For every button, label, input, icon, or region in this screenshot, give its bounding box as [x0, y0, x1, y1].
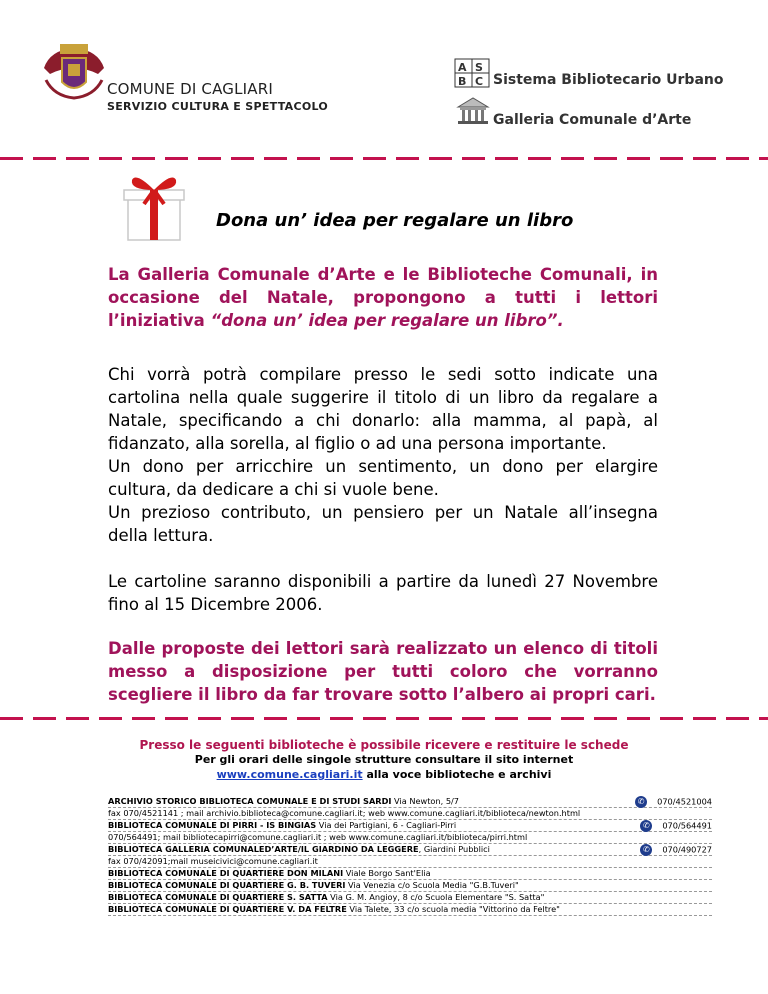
- library-name: BIBLIOTECA COMUNALE DI PIRRI - IS BINGIAS: [108, 820, 317, 830]
- phone-number: 070/564491: [662, 820, 712, 831]
- library-name: ARCHIVIO STORICO BIBLIOTECA COMUNALE E DI STUDI SARDI: [108, 796, 392, 806]
- dashed-divider-bottom: [0, 717, 768, 720]
- library-address: Via G. M. Angioy, 8 c/o Scuola Elementare "S. Satta": [327, 892, 545, 902]
- library-address: Via Talete, 33 c/o scuola media "Vittorino da Feltre": [346, 904, 560, 914]
- svg-text:B: B: [458, 75, 467, 88]
- library-address: Viale Borgo Sant'Elia: [343, 868, 431, 878]
- dates-paragraph: Le cartoline saranno disponibili a partire da lunedì 27 Novembre fino al 15 Dicembre 2006.: [108, 572, 658, 614]
- library-name: BIBLIOTECA COMUNALE DI QUARTIERE S. SATTA: [108, 892, 328, 902]
- dashed-divider-top: [0, 157, 768, 160]
- library-entry: [108, 892, 712, 904]
- library-name: BIBLIOTECA GALLERIA COMUNALED’ARTE/IL GIARDINO DA LEGGERE: [108, 844, 419, 854]
- sistema-bibliotecario-title: Sistema Bibliotecario Urbano: [493, 72, 724, 88]
- library-name: BIBLIOTECA COMUNALE DI QUARTIERE V. DA FELTRE: [108, 904, 347, 914]
- footer-website-line: [0, 768, 768, 781]
- headline: Dona un’ idea per regalare un libro: [216, 210, 574, 231]
- svg-text:S: S: [475, 61, 483, 74]
- library-extra: fax 070/4521141 ; mail archivio.biblioteca@comune.cagliari.it; web www.comune.cagliari.it/biblioteca/newton.html: [108, 808, 712, 820]
- intro-paragraph: [108, 263, 658, 332]
- footer-hours-note: Per gli orari delle singole strutture consultare il sito internet: [194, 753, 574, 766]
- phone-number: 070/4521004: [657, 796, 712, 807]
- library-phone: [640, 820, 712, 832]
- phone-icon: ✆: [635, 796, 647, 808]
- footer-title: Presso le seguenti biblioteche è possibile ricevere e restituire le schede: [139, 738, 629, 752]
- library-address: Via Venezia c/o Scuola Media "G.B.Tuveri": [345, 880, 519, 890]
- body-paragraphs: [108, 363, 658, 547]
- intro-text: La Galleria Comunale d’Arte e le Biblioteche Comunali, in occasione del Natale, propongono a tutti i lettori l’iniziativa: [108, 265, 658, 330]
- library-entry: [108, 820, 712, 832]
- gallery-building-icon: [456, 95, 490, 125]
- body-paragraph-2: Un dono per arricchire un sentimento, un dono per elargire cultura, da dedicare a chi si vuole bene.: [108, 457, 658, 499]
- city-crest-logo: [40, 40, 108, 102]
- body-paragraph-1: Chi vorrà potrà compilare presso le sedi sotto indicate una cartolina nella quale suggerire il titolo di un libro da regalare a Natale, specificando a chi donarlo: alla mamma, al papà, al fidanzato, alla sorella, al figlio o ad una persona importante.: [108, 365, 658, 453]
- library-entry: [108, 796, 712, 808]
- intro-italic: “dona un’ idea per regalare un libro”.: [210, 311, 564, 330]
- phone-number: 070/490727: [662, 844, 712, 855]
- svg-text:C: C: [475, 75, 484, 88]
- phone-icon: ✆: [640, 844, 652, 856]
- library-entry: [108, 868, 712, 880]
- library-phone: [640, 844, 712, 856]
- gift-icon: [118, 170, 190, 242]
- svg-text:A: A: [458, 61, 467, 74]
- body-paragraph-3: Un prezioso contributo, un pensiero per un Natale all’insegna della lettura.: [108, 503, 658, 545]
- library-entry: [108, 904, 712, 916]
- library-name: BIBLIOTECA COMUNALE DI QUARTIERE DON MILANI: [108, 868, 344, 878]
- galleria-title: Galleria Comunale d’Arte: [493, 112, 692, 128]
- library-extra: 070/564491; mail bibliotecapirri@comune.cagliari.it ; web www.comune.cagliari.it/biblioteca/pirri.html: [108, 832, 712, 844]
- library-name: BIBLIOTECA COMUNALE DI QUARTIERE G. B. TUVERI: [108, 880, 346, 890]
- library-extra: fax 070/42091;mail museicivici@comune.cagliari.it: [108, 856, 712, 868]
- footer-website-suffix: alla voce biblioteche e archivi: [362, 768, 552, 781]
- servizio-subtitle: SERVIZIO CULTURA E SPETTACOLO: [107, 100, 329, 113]
- asbc-logo: [454, 58, 490, 88]
- library-address: Via Newton, 5/7: [391, 796, 460, 806]
- closing-paragraph: Dalle proposte dei lettori sarà realizzato un elenco di titoli messo a disposizione per tutti coloro che vorranno scegliere il libro da far trovare sotto l’albero ai propri cari.: [108, 639, 658, 704]
- website-link[interactable]: www.comune.cagliari.it: [216, 768, 363, 781]
- library-phone: [635, 796, 712, 808]
- comune-title: COMUNE DI CAGLIARI: [107, 80, 273, 98]
- library-entry: [108, 844, 712, 856]
- library-address: , Giardini Pubblici: [418, 844, 490, 854]
- library-entry: [108, 880, 712, 892]
- library-address: Via dei Partigiani, 6 - Cagliari-Pirri: [316, 820, 457, 830]
- phone-icon: ✆: [640, 820, 652, 832]
